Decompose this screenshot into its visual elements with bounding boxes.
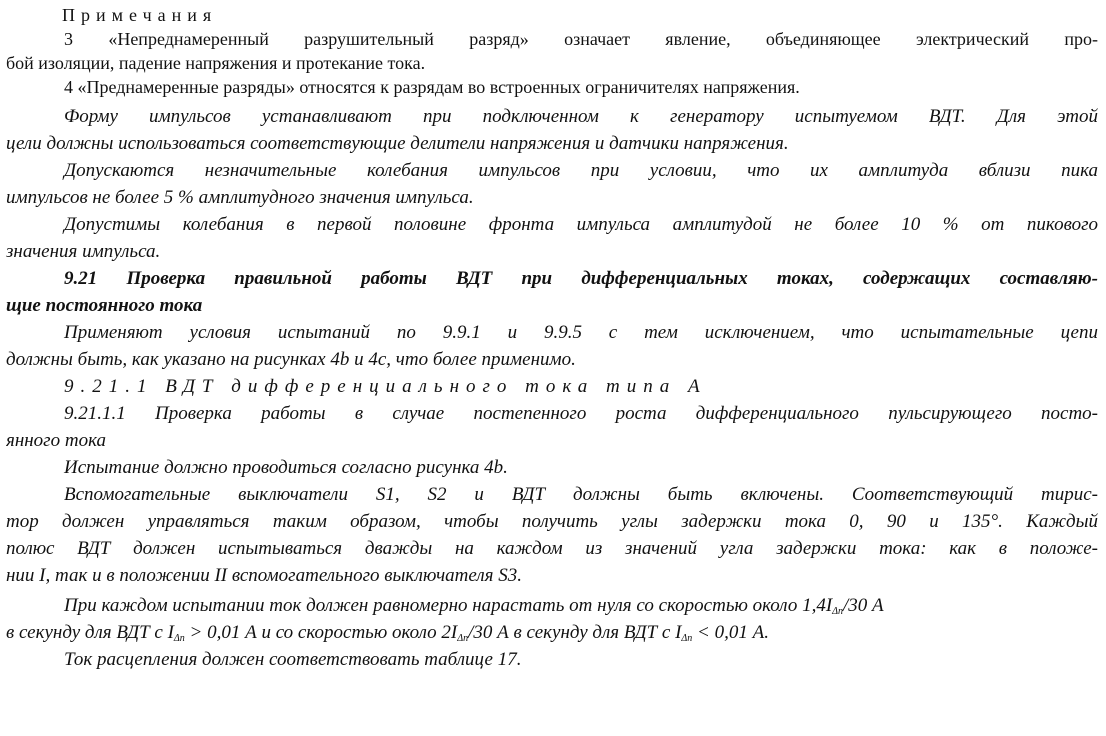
paragraph-7-line-1-end: /30 А bbox=[843, 595, 884, 616]
subsection-9-21-1-heading: 9.21.1 ВДТ дифференциального тока типа А bbox=[64, 376, 707, 397]
paragraph-4-line-1: Применяют условия испытаний по 9.9.1 и 9.9.5 с тем исключением, что испытательные цепи bbox=[64, 322, 1098, 343]
paragraph-7-line-2 bbox=[6, 619, 1098, 646]
paragraph-6-line-2: тор должен управляться таким образом, чтобы получить углы задержки тока 0, 90 и 135°. Каждый bbox=[6, 511, 1098, 532]
paragraph-8: Ток расцепления должен соответствовать таблице 17. bbox=[64, 649, 522, 670]
paragraph-6-line-4: нии I, так и в положении II вспомогательного выключателя S3. bbox=[6, 565, 522, 586]
paragraph-7-line-1-text: При каждом испытании ток должен равномерно нарастать от нуля со скоростью около 1,4I bbox=[64, 595, 833, 616]
paragraph-7-line-2-part-b: > 0,01 А и со скоростью около 2I bbox=[184, 622, 458, 643]
paragraph-3-line-1: Допустимы колебания в первой половине фронта импульса амплитудой не более 10 % от пикового bbox=[64, 214, 1098, 235]
paragraph-7-line-2-part-c: /30 А в секунду для ВДТ с I bbox=[468, 622, 682, 643]
paragraph-7-line-1 bbox=[6, 592, 1098, 619]
delta-n-subscript: Δn bbox=[173, 633, 185, 644]
paragraph-4-line-2: должны быть, как указано на рисунках 4b и 4c, что более применимо. bbox=[6, 349, 576, 370]
note-3-line-1: 3 «Непреднамеренный разрушительный разряд» означает явление, объединяющее электрический про- bbox=[64, 29, 1098, 49]
paragraph-5: Испытание должно проводиться согласно рисунка 4b. bbox=[64, 457, 508, 478]
delta-n-subscript: Δn bbox=[832, 606, 844, 617]
delta-n-subscript: Δn bbox=[681, 633, 693, 644]
subsection-9-21-1-1-heading-line-2: янного тока bbox=[6, 430, 106, 451]
notes-title: Примечания bbox=[62, 5, 218, 25]
section-9-21-heading-line-2: щие постоянного тока bbox=[6, 295, 203, 316]
paragraph-3-line-2: значения импульса. bbox=[6, 241, 161, 262]
note-3-line-2: бой изоляции, падение напряжения и протекание тока. bbox=[6, 53, 426, 73]
paragraph-7-line-2-part-d: < 0,01 А. bbox=[692, 622, 769, 643]
paragraph-7-line-2-part-a: в секунду для ВДТ с I bbox=[6, 622, 174, 643]
paragraph-1-line-2: цели должны использоваться соответствующие делители напряжения и датчики напряжения. bbox=[6, 133, 789, 154]
section-9-21-heading-line-1: 9.21 Проверка правильной работы ВДТ при дифференциальных токах, содержащих составляю- bbox=[64, 268, 1098, 289]
paragraph-2-line-1: Допускаются незначительные колебания импульсов при условии, что их амплитуда вблизи пика bbox=[64, 160, 1098, 181]
subsection-9-21-1-1-heading-line-1: 9.21.1.1 Проверка работы в случае постепенного роста дифференциального пульсирующего посто- bbox=[64, 403, 1098, 424]
paragraph-6-line-1: Вспомогательные выключатели S1, S2 и ВДТ должны быть включены. Соответствующий тирис- bbox=[64, 484, 1098, 505]
note-4: 4 «Преднамеренные разряды» относятся к разрядам во встроенных ограничителях напряжения. bbox=[64, 77, 800, 97]
paragraph-2-line-2: импульсов не более 5 % амплитудного значения импульса. bbox=[6, 187, 474, 208]
paragraph-1-line-1: Форму импульсов устанавливают при подключенном к генератору испытуемом ВДТ. Для этой bbox=[64, 106, 1098, 127]
paragraph-6-line-3: полюс ВДТ должен испытываться дважды на каждом из значений угла задержки тока: как в положе- bbox=[6, 538, 1098, 559]
delta-n-subscript: Δn bbox=[457, 633, 469, 644]
